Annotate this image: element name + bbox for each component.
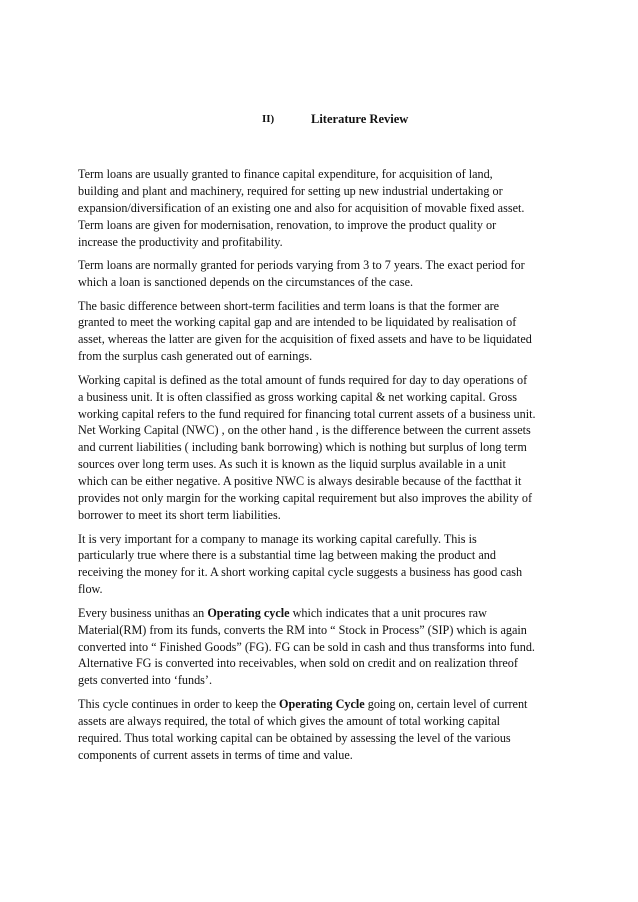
paragraph-text: going on, certain level of current assets are always required, the total of which gives the amount of total working capital required. Thus total working capital can be obtained by assessing the level of the various components of current assets in terms of time and value. bbox=[78, 696, 528, 762]
emphasis-operating-cycle: Operating cycle bbox=[207, 605, 290, 620]
paragraph-text: This cycle continues in order to keep the bbox=[78, 696, 280, 711]
paragraph-operating-cycle bbox=[78, 605, 568, 690]
emphasis-operating-cycle: Operating Cycle bbox=[279, 696, 365, 711]
section-title: Literature Review bbox=[311, 112, 409, 126]
paragraph-cycle-continues bbox=[78, 696, 568, 764]
paragraph-working-capital: Working capital is defined as the total amount of funds required for day to day operations of a business unit. It is often classified as gross working capital & net working capital. Gross working capital refers to the fund required for financing total current assets of a business unit. Net Working Capital (NWC) , on the other hand , is the difference between the current assets and current liabilities ( including bank borrowing) which is nothing but surplus of long term sources over long term uses. As such it is known as the liquid surplus available in a unit which can be either negative. A positive NWC is always desirable because of the factthat it provides not only margin for the working capital requirement but also improves the ability of borrower to meet its short term liabilities. bbox=[78, 372, 536, 522]
paragraph-term-loans-purpose: Term loans are usually granted to finance capital expenditure, for acquisition of land, building and plant and machinery, required for setting up new industrial undertaking or expansion/diversification of an existing one and also for acquisition of movable fixed asset. Term loans are given for modernisation, renovation, to improve the product quality or increase the productivity and profitability. bbox=[78, 167, 525, 249]
paragraph-text: Every business unithas an bbox=[78, 605, 208, 620]
paragraph-term-loans-period: Term loans are normally granted for periods varying from 3 to 7 years. The exact period for which a loan is sanctioned depends on the circumstances of the case. bbox=[78, 258, 525, 290]
document-body bbox=[78, 166, 568, 770]
paragraph-basic-difference: The basic difference between short-term facilities and term loans is that the former are granted to meet the working capital gap and are intended to be liquidated by realisation of asset, whereas the latter are given for the acquisition of fixed assets and have to be liquidated from the surplus cash generated out of earnings. bbox=[78, 298, 532, 364]
paragraph-text: which indicates that a unit procures raw Material(RM) from its funds, converts the RM into “ Stock in Process” (SIP) which is again converted into “ Finished Goods” (FG). FG can be sold in cash and thus transforms into fund. Alternative FG is converted into receivables, when sold on credit and on realization threof gets converted into ‘funds’. bbox=[78, 605, 535, 688]
section-number: II) bbox=[262, 113, 275, 125]
paragraph-manage-working-capital: It is very important for a company to manage its working capital carefully. This is particularly true where there is a substantial time lag between making the product and receiving the money for it. A short working capital cycle suggests a business has good cash flow. bbox=[78, 531, 523, 597]
